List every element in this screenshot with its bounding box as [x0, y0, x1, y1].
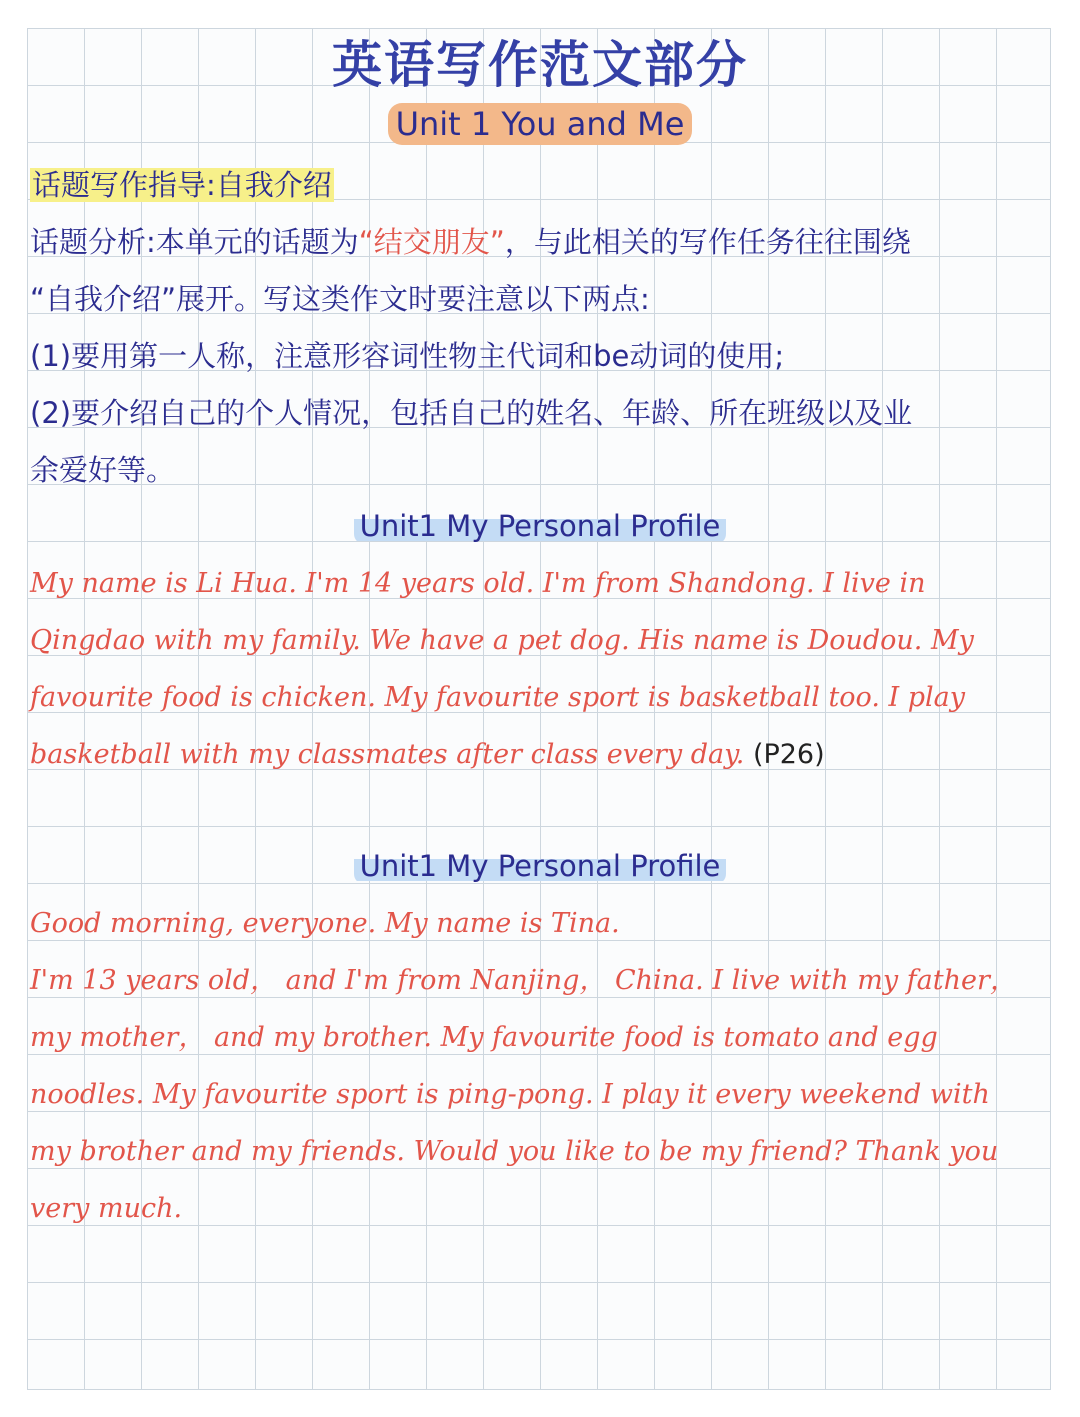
essay-2-line-3: my mother， and my brother. My favourite food is tomato and egg	[30, 1022, 938, 1053]
essay-2-line-2: I'm 13 years old， and I'm from Nanjing， China. I live with my father，	[30, 965, 1017, 996]
guide-heading-line	[30, 165, 334, 205]
essay-2-heading-wrapper	[0, 848, 1080, 884]
essay-1-line-4	[30, 735, 825, 775]
essay-2-line-5: my brother and my friends. Would you like to be my friend? Thank you	[30, 1136, 999, 1167]
essay-1-line-3: favourite food is chicken. My favourite sport is basketball too. I play	[30, 682, 966, 713]
page-reference: (P26)	[752, 739, 825, 770]
point-2-line-2: 余爱好等。	[30, 453, 176, 487]
essay-1-line-4-text: basketball with my classmates after class every day.	[30, 739, 745, 770]
essay-1-heading: Unit1 My Personal Profile	[354, 508, 727, 544]
analysis-topic: “结交朋友”	[358, 225, 505, 259]
essay-2-heading: Unit1 My Personal Profile	[354, 848, 727, 884]
essay-1-line-1: My name is Li Hua. I'm 14 years old. I'm from Shandong. I live in	[30, 568, 926, 599]
unit-tag: Unit 1 You and Me	[388, 103, 693, 145]
guide-heading: 话题写作指导:自我介绍	[32, 168, 332, 202]
analysis-suffix: ，与此相关的写作任务往往围绕	[504, 225, 911, 259]
unit-tag-wrapper	[0, 103, 1080, 145]
analysis-line-1	[30, 222, 911, 262]
page-title: 英语写作范文部分	[332, 36, 748, 94]
point-2-line-1: (2)要介绍自己的个人情况，包括自己的姓名、年龄、所在班级以及业	[30, 396, 913, 430]
essay-2-line-1: Good morning, everyone. My name is Tina.	[30, 908, 620, 939]
essay-2-line-6: very much.	[30, 1193, 183, 1224]
essay-1-heading-wrapper	[0, 508, 1080, 544]
analysis-prefix: 话题分析:本单元的话题为	[30, 225, 359, 259]
essay-1-line-2: Qingdao with my family. We have a pet dog. His name is Doudou. My	[30, 625, 974, 656]
analysis-line-2: “自我介绍”展开。写这类作文时要注意以下两点:	[30, 282, 650, 316]
point-1: (1)要用第一人称，注意形容词性物主代词和be动词的使用;	[30, 339, 785, 373]
essay-2-line-4: noodles. My favourite sport is ping-pong. I play it every weekend with	[30, 1079, 990, 1110]
